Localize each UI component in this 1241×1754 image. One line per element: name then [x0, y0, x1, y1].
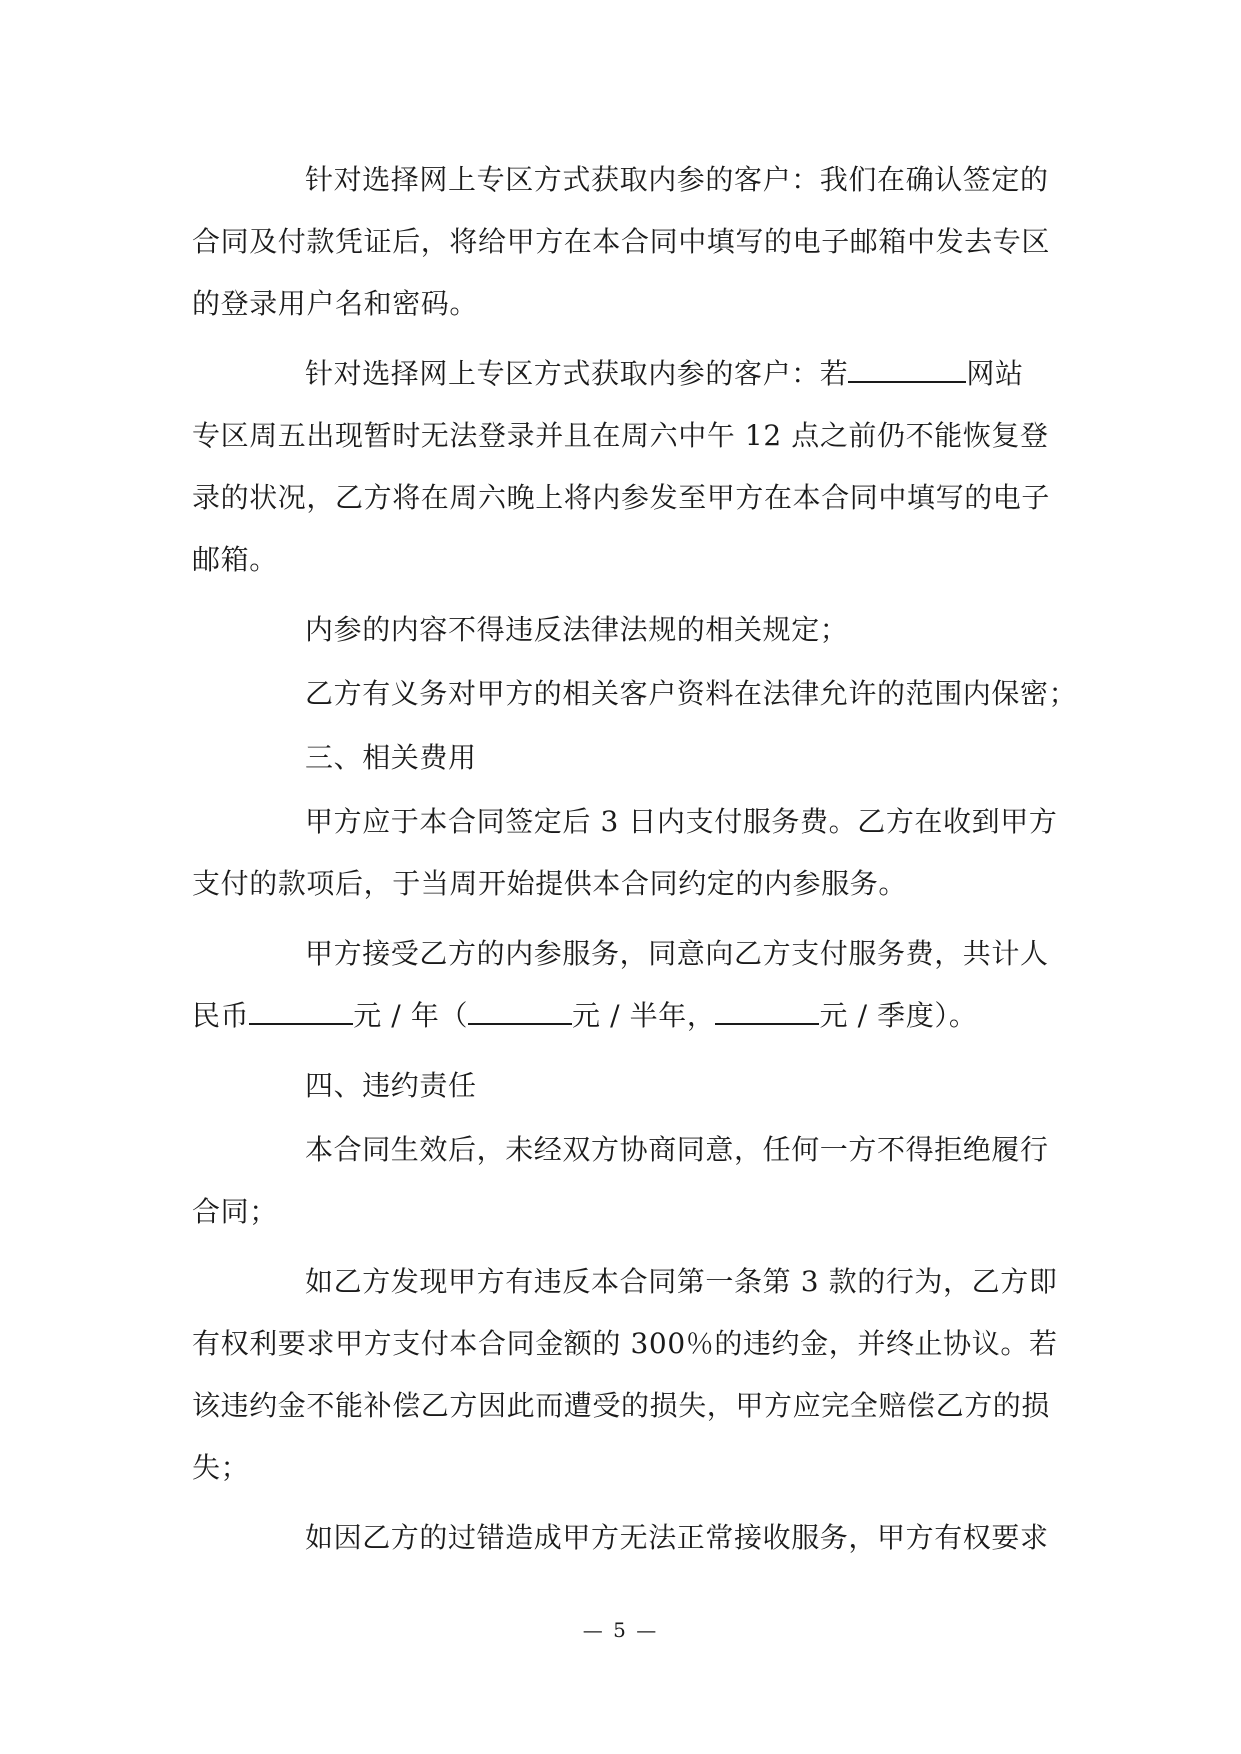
text-segment: 甲方应于本合同签定后 3 日内支付服务费。乙方在收到甲方 [305, 805, 1058, 838]
paragraph-line [305, 934, 1049, 974]
text-segment: 内参的内容不得违反法律法规的相关规定； [305, 613, 849, 646]
text-segment: 元 / 半年， [572, 999, 716, 1032]
paragraph-line [192, 540, 278, 580]
paragraph-line [305, 160, 1049, 200]
text-segment: 甲方接受乙方的内参服务，同意向乙方支付服务费，共计人 [305, 937, 1049, 970]
paragraph-line [305, 354, 1024, 394]
paragraph-line [305, 1518, 1049, 1558]
text-segment: 针对选择网上专区方式获取内参的客户：我们在确认签定的 [305, 163, 1049, 196]
fill-in-blank [715, 999, 819, 1025]
paragraph-line [305, 802, 1057, 842]
paragraph-line [192, 416, 1049, 456]
text-segment: 邮箱。 [192, 543, 278, 576]
paragraph-line [192, 222, 1050, 262]
paragraph-line [192, 1448, 249, 1488]
text-segment: 元 / 年（ [353, 999, 469, 1032]
section-heading [305, 738, 477, 778]
text-segment: 专区周五出现暂时无法登录并且在周六中午 12 点之前仍不能恢复登 [192, 419, 1049, 452]
text-segment: 民币 [192, 999, 250, 1032]
paragraph-line [305, 1262, 1057, 1302]
text-segment: 合同及付款凭证后，将给甲方在本合同中填写的电子邮箱中发去专区 [192, 225, 1051, 258]
text-segment: 合同； [192, 1195, 278, 1228]
fill-in-blank [468, 999, 572, 1025]
section-heading [305, 1066, 477, 1106]
text-segment: 元 / 季度）。 [819, 999, 978, 1032]
text-segment: 失； [192, 1451, 250, 1484]
fill-in-blank [848, 357, 966, 383]
text-segment: 录的状况，乙方将在周六晚上将内参发至甲方在本合同中填写的电子 [192, 481, 1051, 514]
text-segment: 该违约金不能补偿乙方因此而遭受的损失，甲方应完全赔偿乙方的损 [192, 1389, 1051, 1422]
paragraph-line [192, 478, 1050, 518]
paragraph-line [305, 674, 1077, 714]
page-number: — 5 — [582, 1618, 659, 1642]
paragraph-line [192, 284, 478, 324]
text-segment: 如乙方发现甲方有违反本合同第一条第 3 款的行为，乙方即 [305, 1265, 1058, 1298]
paragraph-line [305, 610, 848, 650]
paragraph-line [192, 1192, 278, 1232]
text-segment: 如因乙方的过错造成甲方无法正常接收服务，甲方有权要求 [305, 1521, 1049, 1554]
text-segment: 三、相关费用 [305, 741, 477, 774]
text-segment: 支付的款项后，于当周开始提供本合同约定的内参服务。 [192, 867, 908, 900]
text-segment: 网站 [966, 357, 1024, 390]
paragraph-line [192, 864, 907, 904]
paragraph-line [192, 1386, 1050, 1426]
text-segment: 有权利要求甲方支付本合同金额的 300％的违约金，并终止协议。若 [192, 1327, 1058, 1360]
text-segment: 本合同生效后，未经双方协商同意，任何一方不得拒绝履行 [305, 1133, 1049, 1166]
paragraph-line [192, 996, 978, 1036]
paragraph-line [305, 1130, 1049, 1170]
text-segment: 的登录用户名和密码。 [192, 287, 479, 320]
text-segment: 针对选择网上专区方式获取内参的客户：若 [305, 357, 849, 390]
text-segment: 四、违约责任 [305, 1069, 477, 1102]
text-segment: 乙方有义务对甲方的相关客户资料在法律允许的范围内保密； [305, 677, 1078, 710]
paragraph-line [192, 1324, 1058, 1364]
fill-in-blank [249, 999, 353, 1025]
